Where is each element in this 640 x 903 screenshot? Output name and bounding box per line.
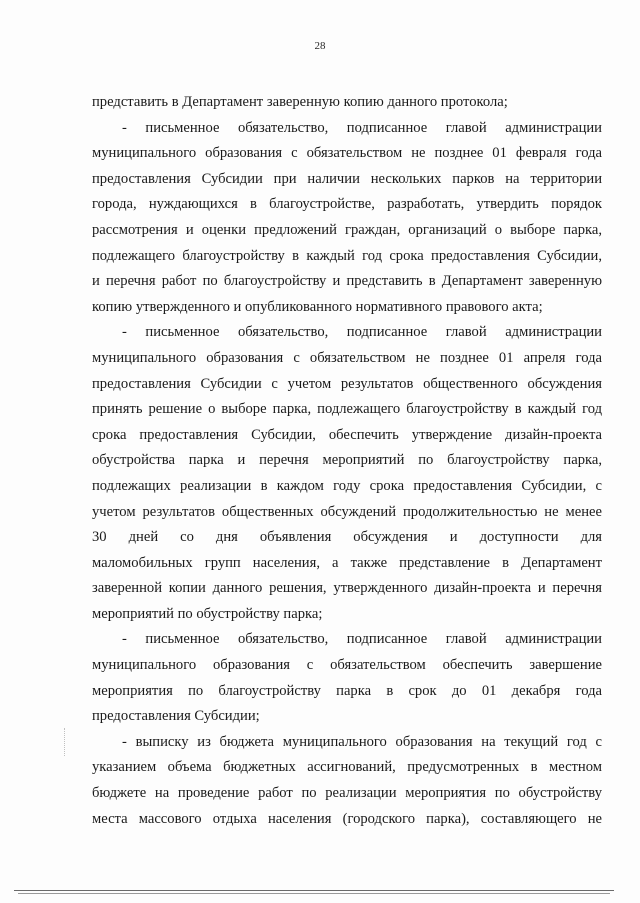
text-line: срока предоставления Субсидии, обеспечить утверждение дизайн-проекта <box>92 426 602 443</box>
text-line: и перечня работ по благоустройству и представить в Департамент заверенную <box>92 273 602 290</box>
text-line: 30 дней со дня объявления обсуждения и доступности для <box>92 529 602 546</box>
scan-edge-line <box>14 890 614 891</box>
text-line: - письменное обязательство, подписанное главой администрации <box>122 119 602 136</box>
paragraph <box>92 627 602 729</box>
paragraph <box>92 116 602 321</box>
text-line: указанием объема бюджетных ассигнований, предусмотренных в местном <box>92 759 602 776</box>
text-line: - выписку из бюджета муниципального образования на текущий год с <box>122 733 602 750</box>
page-number: 28 <box>314 40 326 52</box>
scan-edge-line <box>18 893 610 894</box>
text-line: предоставления Субсидии; <box>92 708 260 725</box>
paragraph <box>92 730 602 832</box>
text-line: предоставления Субсидии с учетом результатов общественного обсуждения <box>92 375 602 392</box>
text-line: мероприятий по обустройству парка; <box>92 605 323 622</box>
document-body <box>92 90 602 832</box>
paragraph <box>92 320 602 627</box>
text-line: - письменное обязательство, подписанное главой администрации <box>122 631 602 648</box>
text-line: муниципального образования с обязательством не позднее 01 февраля года <box>92 145 602 162</box>
text-line: подлежащего благоустройству в каждый год срока предоставления Субсидии, <box>92 247 602 264</box>
text-line: копию утвержденного и опубликованного нормативного правового акта; <box>92 298 543 315</box>
text-line: рассмотрения и оценки предложений граждан, организаций о выборе парка, <box>92 221 602 238</box>
text-line: принять решение о выборе парка, подлежащего благоустройству в каждый год <box>92 401 602 418</box>
text-line: муниципального образования с обязательством не позднее 01 апреля года <box>92 349 602 366</box>
text-line: бюджете на проведение работ по реализации мероприятия по обустройству <box>92 785 602 802</box>
text-line: маломобильных групп населения, а также представление в Департамент <box>92 554 602 571</box>
text-line: города, нуждающихся в благоустройстве, разработать, утвердить порядок <box>92 196 602 213</box>
text-line: подлежащих реализации в каждом году срока предоставления Субсидии, с <box>92 477 602 494</box>
text-line: муниципального образования с обязательством обеспечить завершение <box>92 657 602 674</box>
text-line: - письменное обязательство, подписанное главой администрации <box>122 324 602 341</box>
paragraph <box>92 90 602 116</box>
text-line: заверенной копии данного решения, утвержденного дизайн-проекта и перечня <box>92 580 602 597</box>
text-line: мероприятия по благоустройству парка в срок до 01 декабря года <box>92 682 602 699</box>
text-line: места массового отдыха населения (городского парка), составляющего не <box>92 810 602 827</box>
text-line: обустройства парка и перечня мероприятий по благоустройству парка, <box>92 452 602 469</box>
text-line: учетом результатов общественных обсуждений продолжительностью не менее <box>92 503 602 520</box>
text-line: предоставления Субсидии при наличии нескольких парков на территории <box>92 170 602 187</box>
scan-artifact <box>64 728 65 756</box>
text-line: представить в Департамент заверенную копию данного протокола; <box>92 94 508 110</box>
